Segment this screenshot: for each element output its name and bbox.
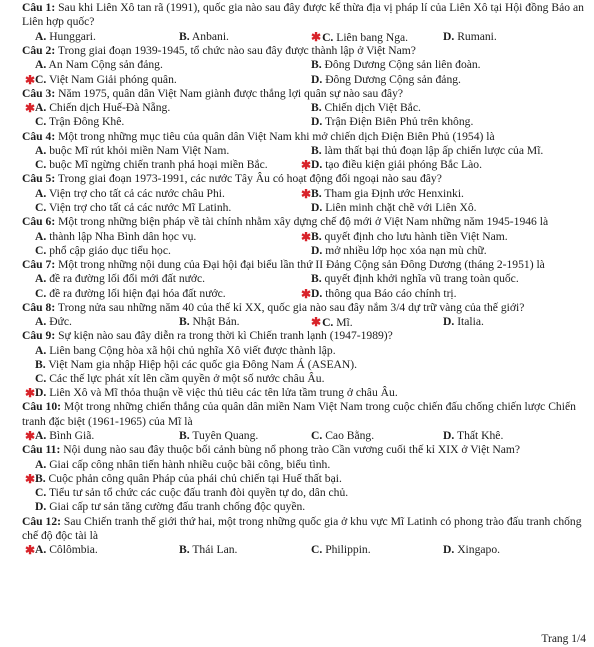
option-a: ✱ A. Chiến dịch Huế-Đà Nẵng.: [25, 101, 171, 116]
question-11: [22, 443, 585, 514]
option-row: [22, 486, 585, 500]
option-a: A. Liên bang Cộng hòa xã hội chủ nghĩa Xô viết được thành lập.: [35, 343, 336, 357]
option-c: C. Philippin.: [311, 543, 371, 557]
question-text: Một trong những biện pháp về tài chính nhằm xây dựng chế độ mới ở Việt Nam những năm 1945-1946 là: [58, 215, 549, 229]
option-b: B. Tuyên Quang.: [179, 429, 259, 443]
option-b: B. Việt Nam gia nhập Hiệp hội các quốc gia Đông Nam Á (ASEAN).: [35, 357, 358, 371]
option-c: C. phổ cập giáo dục tiểu học.: [35, 243, 171, 257]
option-row: [22, 230, 585, 244]
option-c: ✱ C. Việt Nam Giải phóng quân.: [25, 72, 177, 87]
option-b: B. Thái Lan.: [179, 543, 238, 557]
answer-mark-icon: ✱: [25, 72, 36, 87]
option-row: [22, 115, 585, 129]
option-row: [22, 458, 585, 472]
question-10: [22, 400, 585, 443]
option-row: [22, 344, 585, 358]
question-text: Trong giai đoạn 1939-1945, tổ chức nào sau đây được thành lập ở Việt Nam?: [57, 44, 416, 57]
question-text: Sau Chiến tranh thế giới thứ hai, một trong những quốc gia ở khu vực Mĩ Latinh có phong trào đấu tranh chống chế độ độc tài là: [22, 514, 582, 542]
answer-mark-icon: ✱: [301, 286, 312, 301]
question-number: Câu 7:: [22, 257, 56, 271]
option-b: ✱ B. Tham gia Định ước Henxinki.: [301, 186, 464, 201]
question-number: Câu 5:: [22, 172, 56, 186]
option-a: A. đề ra đường lối đổi mới đất nước.: [35, 272, 206, 286]
option-row: [22, 244, 585, 258]
option-c: C. Cao Bằng.: [311, 429, 375, 443]
answer-mark-icon: ✱: [25, 472, 36, 487]
option-a: A. Hunggari.: [35, 29, 96, 43]
option-c: C. Các thế lực phát xít lên cầm quyền ở một số nước châu Âu.: [35, 372, 325, 386]
answer-mark-icon: ✱: [311, 29, 322, 44]
option-b: ✱ B. Cuộc phản công quân Pháp của phái chủ chiến tại Huế thất bại.: [25, 472, 342, 487]
option-d: D. Rumani.: [443, 29, 497, 43]
option-row: [22, 287, 585, 301]
question-6: [22, 215, 585, 258]
option-row: [22, 372, 585, 386]
option-c: C. Trận Đông Khê.: [35, 115, 125, 129]
question-text: Nội dung nào sau đây thuộc bối cảnh bùng nổ phong trào Cần vương cuối thế kỉ XIX ở Việt Nam?: [63, 443, 521, 457]
question-4: [22, 130, 585, 173]
question-7: [22, 258, 585, 301]
option-c: C. Viện trợ cho tất cả các nước Mĩ Latinh.: [35, 200, 232, 214]
question-number: Câu 1:: [22, 1, 56, 14]
option-row: [22, 386, 585, 400]
question-1: [22, 1, 585, 44]
option-row: [22, 272, 585, 286]
question-text: Sau khi Liên Xô tan rã (1991), quốc gia nào sau đây được kế thừa địa vị pháp lí của Liên Xô tại Hội đồng Bảo an Liên hợp quốc?: [22, 1, 584, 29]
option-b: B. Đông Dương Cộng sản liên đoàn.: [311, 58, 481, 72]
question-text: Trong giai đoạn 1973-1991, các nước Tây Âu có hoạt động đối ngoại nào sau đây?: [57, 172, 442, 186]
question-number: Câu 10:: [22, 400, 61, 414]
answer-mark-icon: ✱: [25, 429, 36, 444]
option-d: D. Liên minh chặt chẽ với Liên Xô.: [311, 200, 477, 214]
question-number: Câu 11:: [22, 443, 61, 457]
answer-mark-icon: ✱: [25, 101, 36, 116]
option-b: B. Chiến dịch Việt Bắc.: [311, 101, 421, 115]
question-text: Một trong những mục tiêu của quân dân Việt Nam khi mở chiến dịch Điện Biên Phủ (1954) là: [58, 129, 495, 143]
option-c: ✱C. Liên bang Nga.: [311, 29, 409, 44]
option-row: [22, 58, 585, 72]
option-d: D. Trận Điện Biên Phủ trên không.: [311, 115, 474, 129]
option-row: [22, 472, 585, 486]
option-d: ✱ D. Liên Xô và Mĩ thỏa thuận về việc thủ tiêu các tên lửa tầm trung ở châu Âu.: [25, 386, 398, 401]
question-number: Câu 4:: [22, 129, 56, 143]
option-d: D. Italia.: [443, 315, 484, 329]
option-row: [22, 158, 585, 172]
option-c: C. đề ra đường lối hiện đại hóa đất nước.: [35, 286, 226, 300]
option-a: A. buộc Mĩ rút khỏi miền Nam Việt Nam.: [35, 143, 230, 157]
option-row: [22, 500, 585, 514]
question-12: [22, 515, 585, 558]
question-number: Câu 6:: [22, 215, 56, 229]
option-row: [22, 201, 585, 215]
option-d: ✱ D. thông qua Báo cáo chính trị.: [301, 286, 457, 301]
option-b: B. Anbani.: [179, 29, 229, 43]
option-c: C. Tiểu tư sản tổ chức các cuộc đấu tranh đòi quyền tự do, dân chủ.: [35, 486, 349, 500]
question-number: Câu 9:: [22, 329, 56, 343]
option-c: C. buộc Mĩ ngừng chiến tranh phá hoại miền Bắc.: [35, 158, 268, 172]
option-d: D. Thất Khê.: [443, 429, 504, 443]
option-row: [22, 358, 585, 372]
option-row: [22, 429, 585, 443]
option-b: B. làm thất bại thủ đoạn lập ấp chiến lược của Mĩ.: [311, 143, 544, 157]
answer-mark-icon: ✱: [301, 229, 312, 244]
option-d: D. Giai cấp tư sản tăng cường đấu tranh chống độc quyền.: [35, 500, 306, 514]
question-number: Câu 2:: [22, 44, 56, 57]
option-row: [22, 73, 585, 87]
option-a: ✱ A. Côlômbia.: [25, 543, 98, 558]
option-row: [22, 187, 585, 201]
option-d: D. mở nhiều lớp học xóa nạn mù chữ.: [311, 243, 487, 257]
option-a: ✱ A. Bình Giã.: [25, 429, 95, 444]
question-number: Câu 3:: [22, 86, 56, 100]
question-3: [22, 87, 585, 130]
option-row: [22, 101, 585, 115]
answer-mark-icon: ✱: [301, 186, 312, 201]
option-d: D. Xingapo.: [443, 543, 501, 557]
question-number: Câu 12:: [22, 514, 61, 528]
question-text: Trong nửa sau những năm 40 của thế kỉ XX, quốc gia nào sau đây nắm 3/4 dự trữ vàng của thế giới?: [57, 300, 525, 314]
option-a: A. Giai cấp công nhân tiến hành nhiều cuộc bãi công, biểu tình.: [35, 457, 331, 471]
option-d: D. Đông Dương Cộng sản đảng.: [311, 72, 461, 86]
option-b: B. Nhật Bản.: [179, 315, 240, 329]
page-number: Trang 1/4: [541, 633, 586, 645]
question-text: Năm 1975, quân dân Việt Nam giành được thắng lợi quân sự nào sau đây?: [58, 86, 404, 100]
option-row: [22, 315, 585, 329]
question-number: Câu 8:: [22, 300, 56, 314]
question-5: [22, 172, 585, 215]
answer-mark-icon: ✱: [311, 315, 322, 330]
question-9: [22, 329, 585, 400]
answer-mark-icon: ✱: [301, 158, 312, 173]
option-b: B. quyết định khởi nghĩa vũ trang toàn quốc.: [311, 272, 519, 286]
option-row: [22, 543, 585, 557]
option-d: ✱ D. tạo điều kiện giải phóng Bắc Lào.: [301, 158, 482, 173]
question-8: [22, 301, 585, 330]
option-a: A. Đức.: [35, 315, 72, 329]
question-text: Một trong những chiến thắng của quân dân miền Nam Việt Nam trong cuộc chiến đấu chống chiến lược Chiến tranh đặc biệt (1961-1965) của Mĩ là: [22, 400, 576, 428]
question-text: Một trong những nội dung của Đại hội đại biểu lần thứ II Đảng Cộng sản Đông Dương (tháng 2-1951) là: [58, 257, 545, 271]
question-text: Sự kiện nào sau đây diễn ra trong thời kì Chiến tranh lạnh (1947-1989)?: [58, 329, 393, 343]
option-row: [22, 30, 585, 44]
option-a: A. Viện trợ cho tất cả các nước châu Phi.: [35, 186, 225, 200]
option-row: [22, 144, 585, 158]
answer-mark-icon: ✱: [25, 386, 36, 401]
answer-mark-icon: ✱: [25, 543, 36, 558]
option-b: ✱ B. quyết định cho lưu hành tiền Việt Nam.: [301, 229, 508, 244]
option-c: ✱C. Mĩ.: [311, 315, 353, 330]
option-a: A. thành lập Nha Bình dân học vụ.: [35, 229, 197, 243]
option-a: A. An Nam Cộng sản đảng.: [35, 58, 163, 72]
question-2: [22, 44, 585, 87]
